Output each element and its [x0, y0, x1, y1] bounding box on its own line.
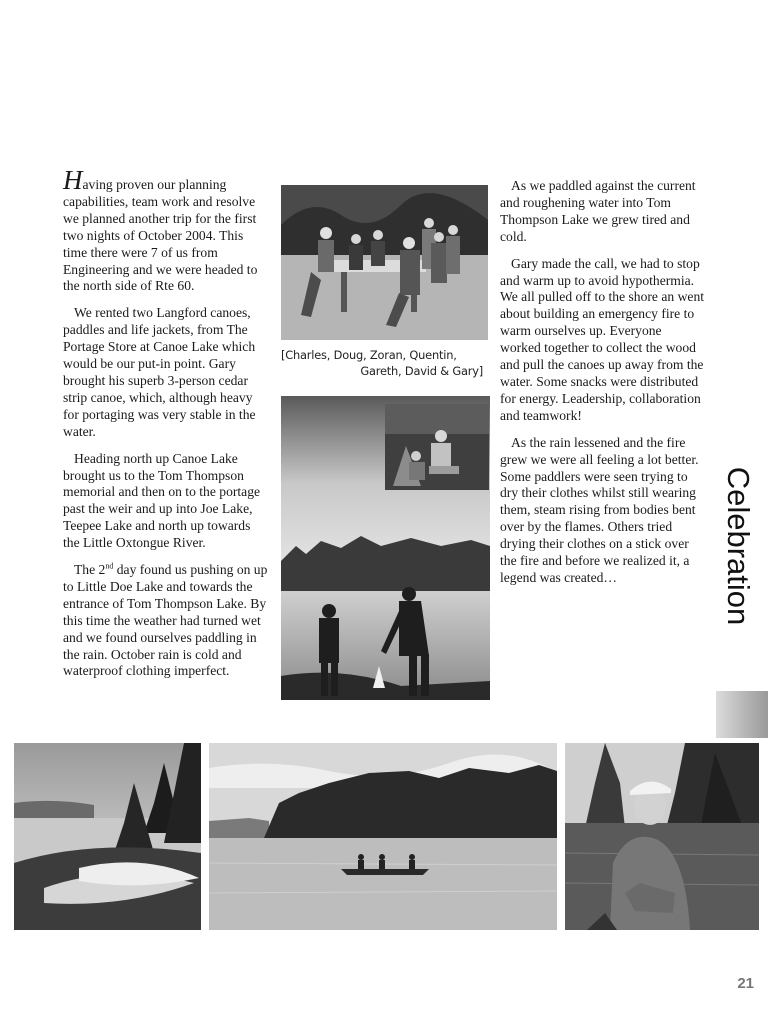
- paragraph-3: Heading north up Canoe Lake brought us to the Tom Thompson memorial and then on to the portage past the weir and up into Joe Lake, Teepee Lake and north up towards the Little Oxtongue River.: [63, 450, 261, 551]
- paragraph-4: [63, 562, 268, 680]
- article-column-1: [63, 165, 268, 690]
- page-number: 21: [737, 975, 754, 992]
- section-tab: [716, 691, 768, 738]
- article-column-3: [500, 178, 705, 597]
- ordinal-superscript: nd: [105, 561, 114, 571]
- paragraph-5: As we paddled against the current and roughening water into Tom Thompson Lake we grew tired and cold.: [500, 178, 696, 244]
- lake-canoe-photo: [209, 743, 557, 930]
- caption-line-2: Gareth, David & Gary]: [360, 364, 483, 378]
- canoes-on-rock-photo: [14, 743, 201, 930]
- paragraph-2: We rented two Langford canoes, paddles and life jackets, from The Portage Store at Canoe Lake which would be our put-in point. Gary brought his superb 3-person cedar strip canoe, which, although heavy for portaging was very stable in the water.: [63, 305, 256, 439]
- section-label: [688, 456, 768, 636]
- paragraph-4-start: The 2: [74, 562, 106, 578]
- caption-line-1: [Charles, Doug, Zoran, Quentin,: [281, 348, 457, 362]
- paragraph-1: [63, 165, 268, 295]
- paragraph-7: As the rain lessened and the fire grew we were all feeling a lot better. Some paddlers were seen trying to dry their clothes whilst still wearing them, steam rising from bodies bent over by the flames. Others tried drying their clothes on a stick over the fire and before we realized it, a legend was created…: [500, 434, 699, 585]
- paragraph-6: Gary made the call, we had to stop and warm up to avoid hypothermia. We all pulled off to the shore an went about building an emergency fire to warm ourselves up. Everyone worked together to collect the wood and pull the canoes up away from the water. Some snacks were distributed for energy. Leadership, collaboration and teamwork!: [500, 255, 705, 423]
- lakeside-fire-photo: [281, 396, 490, 700]
- drop-cap: H: [63, 165, 83, 195]
- group-picnic-photo: [281, 185, 488, 340]
- paddler-portrait-photo: [565, 743, 759, 930]
- paragraph-1-text: aving proven our planning capabilities, team work and resolve we planned another trip for the first two nights of October 2004. This time there were 7 of us from Engineering and we were headed to the north side of Rte 60.: [63, 177, 258, 294]
- section-label-text: Celebration: [721, 466, 756, 626]
- paragraph-4-rest: day found us pushing on up to Little Doe Lake and towards the entrance of Tom Thompson Lake. By this time the weather had turned wet and we found ourselves paddling in the rain. October rain is cold and waterproof clothing imperfect.: [63, 562, 268, 679]
- photo-caption: [281, 347, 483, 379]
